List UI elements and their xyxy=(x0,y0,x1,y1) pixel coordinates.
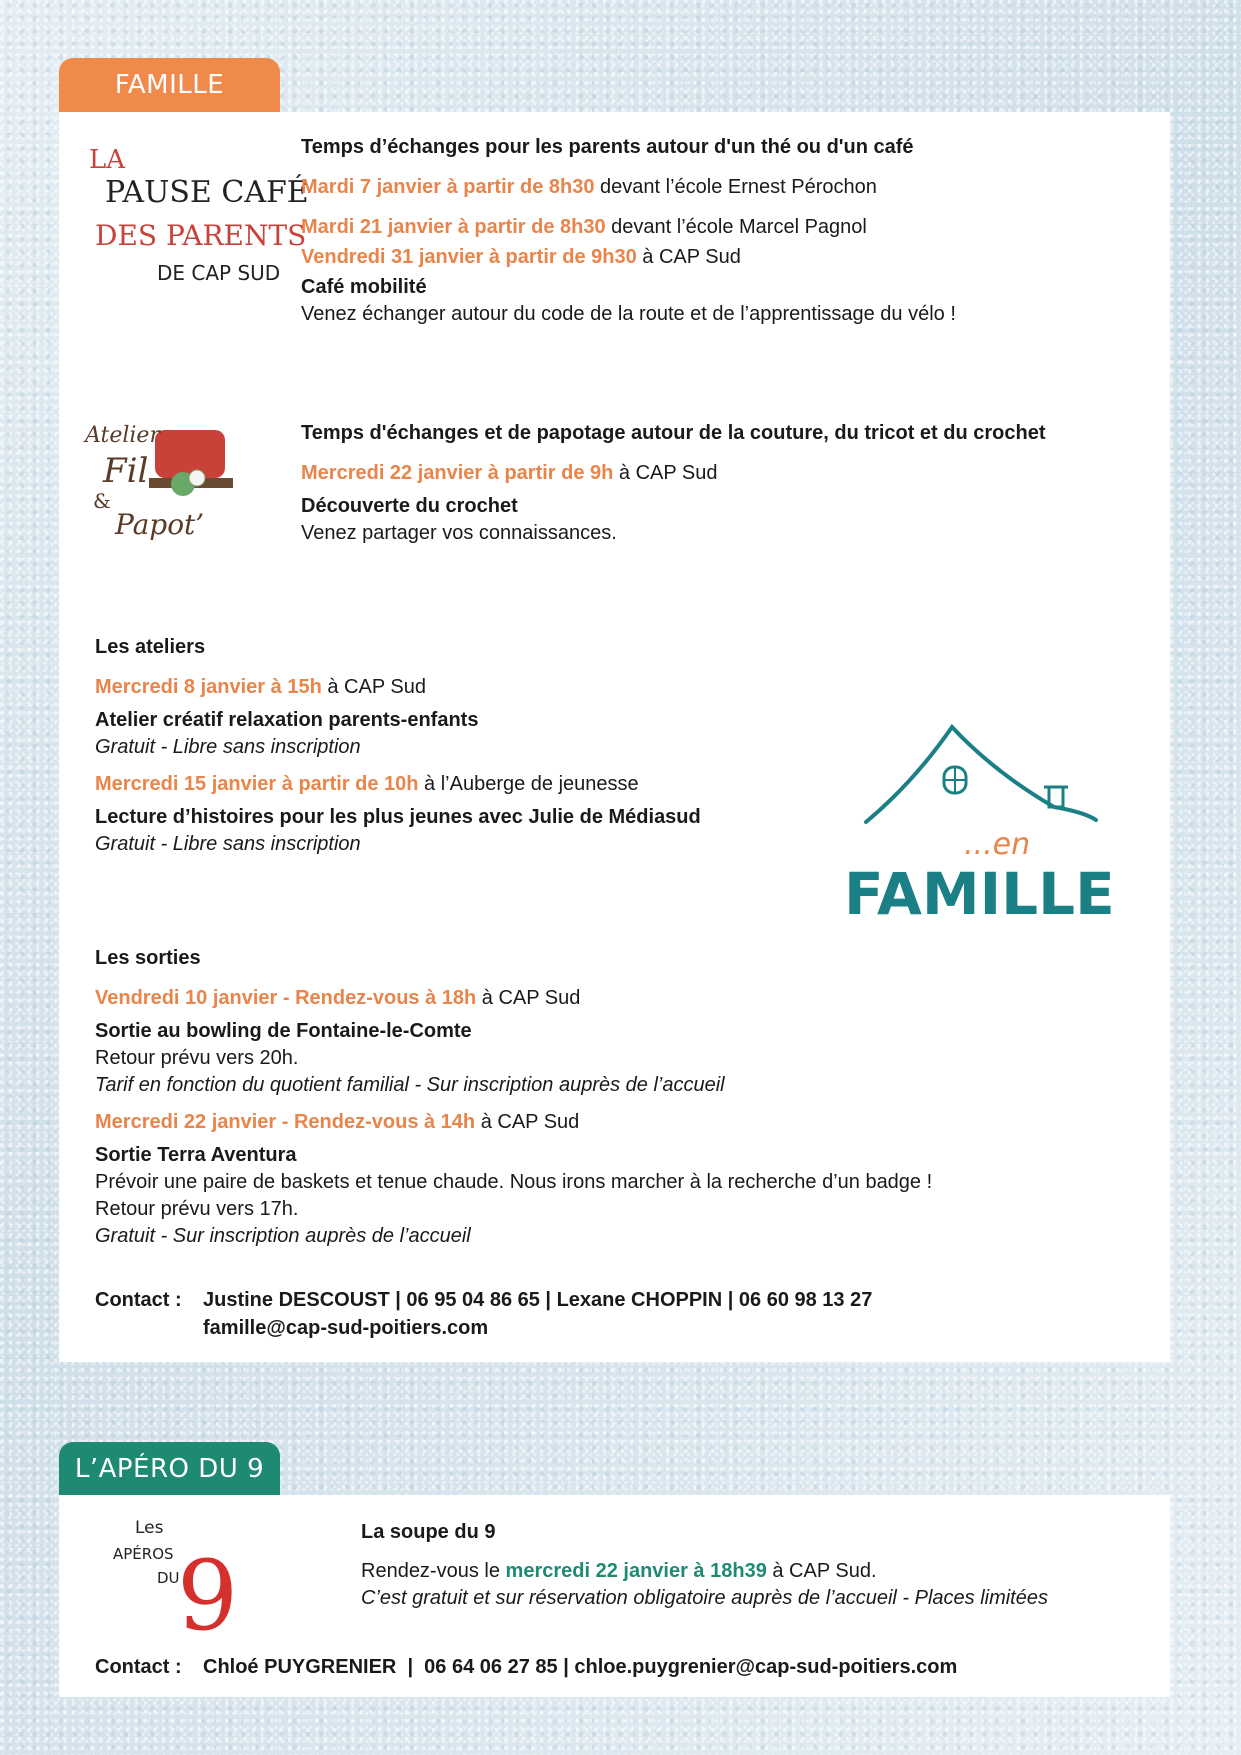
apero-note: C’est gratuit et sur réservation obligatoire auprès de l’accueil - Places limitées xyxy=(361,1587,1048,1609)
sortie-item-note: Tarif en fonction du quotient familial - Sur inscription auprès de l’accueil xyxy=(95,1074,725,1096)
aperos-logo-les: Les xyxy=(135,1518,164,1538)
section-tab-famille: FAMILLE xyxy=(59,58,280,112)
section-tab-apero: L’APÉRO DU 9 xyxy=(59,1442,280,1496)
apero-block xyxy=(361,1519,1048,1612)
en-famille-logo-big: FAMILLE xyxy=(844,860,1115,928)
pause-cafe-event xyxy=(301,214,956,241)
apero-contact xyxy=(95,1653,957,1681)
atelier-fil-logo-fil: Fil xyxy=(103,451,149,491)
pause-cafe-title: Temps d’échanges pour les parents autour d'un thé ou d'un café xyxy=(301,136,914,158)
event-place: devant l’école Marcel Pagnol xyxy=(605,216,867,238)
contact-label: Contact : xyxy=(95,1656,182,1678)
pause-cafe-logo-la: LA xyxy=(89,145,126,175)
event-date: Mercredi 22 janvier - Rendez-vous à 14h xyxy=(95,1111,476,1133)
famille-card xyxy=(59,112,1170,1362)
contact-email[interactable]: famille@cap-sud-poitiers.com xyxy=(203,1317,489,1339)
event-place: à l’Auberge de jeunesse xyxy=(418,773,639,795)
sewing-machine-icon xyxy=(155,430,225,478)
event-date: Vendredi 31 janvier à partir de 9h30 xyxy=(301,246,637,268)
aperos-logo-nine: 9 xyxy=(177,1540,239,1652)
pause-cafe-event xyxy=(301,174,956,201)
aperos-logo-du: DU xyxy=(157,1569,180,1587)
contact-line: Justine DESCOUST | 06 95 04 86 65 | Lexane CHOPPIN | 06 60 98 13 27 xyxy=(203,1289,873,1311)
atelier-fil-logo-papot: Papot’ xyxy=(115,508,205,541)
sortie-item-line: Retour prévu vers 17h. xyxy=(95,1198,299,1220)
atelier-fil-logo xyxy=(85,412,245,542)
pause-cafe-logo-parents: DES PARENTS xyxy=(95,219,307,252)
event-date: Mardi 7 janvier à partir de 8h30 xyxy=(301,176,595,198)
apero-title: La soupe du 9 xyxy=(361,1521,496,1543)
sortie-item-title: Sortie au bowling de Fontaine-le-Comte xyxy=(95,1020,472,1042)
contact-label: Contact : xyxy=(95,1289,182,1311)
event-place: à CAP Sud xyxy=(321,676,426,698)
ateliers-block xyxy=(95,634,701,858)
sortie-item-title: Sortie Terra Aventura xyxy=(95,1144,297,1166)
apero-date: mercredi 22 janvier à 18h39 xyxy=(505,1560,767,1582)
contact-line[interactable]: Chloé PUYGRENIER | 06 64 06 27 85 | chloe.puygrenier@cap-sud-poitiers.com xyxy=(203,1656,958,1678)
aperos-du-9-logo xyxy=(99,1509,269,1652)
event-place: à CAP Sud xyxy=(613,462,718,484)
apero-card xyxy=(59,1495,1170,1697)
pause-cafe-event xyxy=(301,244,956,271)
sortie-item-date xyxy=(95,985,932,1012)
atelier-fil-block xyxy=(301,420,1046,547)
event-place: à CAP Sud xyxy=(476,987,581,1009)
event-place: à CAP Sud xyxy=(636,246,741,268)
event-date: Mardi 21 janvier à partir de 8h30 xyxy=(301,216,606,238)
sortie-item-line: Prévoir une paire de baskets et tenue chaude. Nous irons marcher à la recherche d’un badge ! xyxy=(95,1171,933,1193)
pause-cafe-logo-capsud: DE CAP SUD xyxy=(157,261,281,285)
atelier-fil-subtitle: Découverte du crochet xyxy=(301,495,518,517)
atelier-fil-logo-atelier: Atelier xyxy=(85,423,160,448)
event-date: Mercredi 15 janvier à partir de 10h xyxy=(95,773,419,795)
apero-text-before: Rendez-vous le xyxy=(361,1560,506,1582)
atelier-fil-event xyxy=(301,460,1046,487)
en-famille-logo-small: ...en xyxy=(964,827,1031,862)
aperos-logo-aperos: APÉROS xyxy=(113,1545,174,1563)
event-date: Mercredi 8 janvier à 15h xyxy=(95,676,322,698)
pause-cafe-subtitle: Café mobilité xyxy=(301,276,427,298)
pause-cafe-logo xyxy=(85,140,309,290)
sorties-block xyxy=(95,945,932,1250)
atelier-fil-logo-amp: & xyxy=(93,489,111,513)
sortie-item-date xyxy=(95,1109,932,1136)
sortie-item-note: Gratuit - Sur inscription auprès de l’accueil xyxy=(95,1225,471,1247)
apero-rdv xyxy=(361,1558,1048,1585)
event-date: Mercredi 22 janvier à partir de 9h xyxy=(301,462,614,484)
atelier-fil-title: Temps d'échanges et de papotage autour de la couture, du tricot et du crochet xyxy=(301,422,1046,444)
pause-cafe-logo-pause: PAUSE CAFÉ xyxy=(105,175,309,210)
atelier-fil-description: Venez partager vos connaissances. xyxy=(301,522,617,544)
ateliers-heading: Les ateliers xyxy=(95,636,206,658)
atelier-item-note: Gratuit - Libre sans inscription xyxy=(95,833,361,855)
atelier-item-date xyxy=(95,674,701,701)
atelier-item-date xyxy=(95,771,701,798)
atelier-item-title: Lecture d’histoires pour les plus jeunes avec Julie de Médiasud xyxy=(95,806,701,828)
pause-cafe-description: Venez échanger autour du code de la route et de l’apprentissage du vélo ! xyxy=(301,303,956,325)
sortie-item-line: Retour prévu vers 20h. xyxy=(95,1047,299,1069)
en-famille-logo xyxy=(834,712,1134,928)
event-place: à CAP Sud xyxy=(475,1111,580,1133)
event-place: devant l’école Ernest Pérochon xyxy=(594,176,877,198)
event-date: Vendredi 10 janvier - Rendez-vous à 18h xyxy=(95,987,477,1009)
atelier-item-title: Atelier créatif relaxation parents-enfants xyxy=(95,709,479,731)
atelier-item-note: Gratuit - Libre sans inscription xyxy=(95,736,361,758)
apero-text-after: à CAP Sud. xyxy=(766,1560,877,1582)
famille-contact xyxy=(95,1286,872,1342)
pause-cafe-block xyxy=(301,134,956,328)
sorties-heading: Les sorties xyxy=(95,947,201,969)
